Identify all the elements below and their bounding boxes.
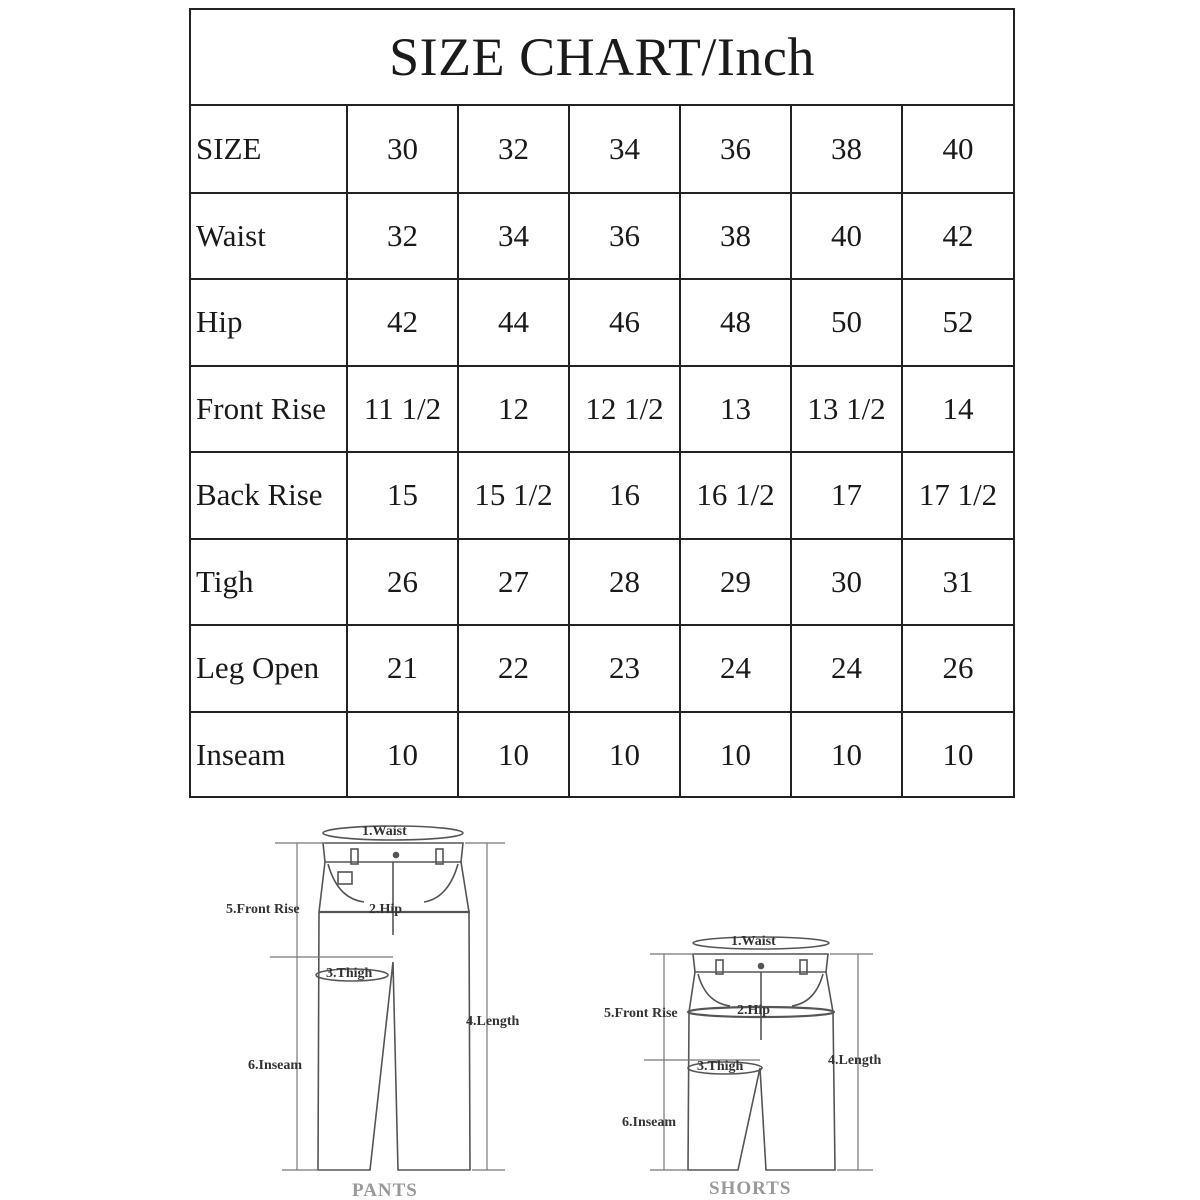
shorts-drawing — [688, 937, 835, 1170]
table-cell: 29 — [680, 539, 791, 626]
table-cell: 15 1/2 — [458, 452, 569, 539]
pants-thigh-label: 3.Thigh — [326, 966, 373, 981]
table-cell: 40 — [902, 106, 1013, 193]
shorts-inseam-label: 6.Inseam — [622, 1115, 677, 1130]
table-cell: 32 — [458, 106, 569, 193]
table-cell: 11 1/2 — [347, 366, 458, 453]
table-cell: 42 — [902, 193, 1013, 280]
table-cell: 38 — [791, 106, 902, 193]
table-cell: 10 — [791, 712, 902, 799]
table-cell: 16 — [569, 452, 680, 539]
table-cell: 10 — [458, 712, 569, 799]
table-cell: 10 — [569, 712, 680, 799]
pants-hip-label: 2.Hip — [369, 902, 403, 917]
table-cell: 13 1/2 — [791, 366, 902, 453]
shorts-front-rise-label: 5.Front Rise — [604, 1006, 678, 1021]
table-cell: 40 — [791, 193, 902, 280]
row-label: Back Rise — [191, 452, 347, 539]
table-cell: 13 — [680, 366, 791, 453]
table-cell: 10 — [680, 712, 791, 799]
table-cell: 24 — [680, 625, 791, 712]
shorts-caption: SHORTS — [709, 1178, 792, 1199]
row-label: Hip — [191, 279, 347, 366]
table-cell: 26 — [902, 625, 1013, 712]
chart-title: SIZE CHART/Inch — [191, 10, 1013, 106]
shorts-thigh-label: 3.Thigh — [697, 1059, 744, 1074]
shorts-hip-label: 2.Hip — [737, 1003, 771, 1018]
table-cell: 31 — [902, 539, 1013, 626]
row-label: Waist — [191, 193, 347, 280]
shorts-length-label: 4.Length — [828, 1053, 882, 1068]
table-cell: 14 — [902, 366, 1013, 453]
table-cell: 22 — [458, 625, 569, 712]
table-cell: 27 — [458, 539, 569, 626]
table-cell: 30 — [791, 539, 902, 626]
table-cell: 26 — [347, 539, 458, 626]
table-cell: 46 — [569, 279, 680, 366]
row-label: Front Rise — [191, 366, 347, 453]
table-cell: 38 — [680, 193, 791, 280]
table-cell: 36 — [680, 106, 791, 193]
table-cell: 12 — [458, 366, 569, 453]
table-cell: 34 — [458, 193, 569, 280]
table-cell: 28 — [569, 539, 680, 626]
table-cell: 24 — [791, 625, 902, 712]
shorts-waist-label: 1.Waist — [731, 934, 776, 949]
table-cell: 10 — [902, 712, 1013, 799]
table-cell: 16 1/2 — [680, 452, 791, 539]
table-cell: 36 — [569, 193, 680, 280]
pants-drawing — [316, 826, 470, 1170]
table-cell: 52 — [902, 279, 1013, 366]
table-cell: 30 — [347, 106, 458, 193]
table-cell: 50 — [791, 279, 902, 366]
table-cell: 42 — [347, 279, 458, 366]
table-cell: 17 1/2 — [902, 452, 1013, 539]
table-cell: 23 — [569, 625, 680, 712]
table-cell: 15 — [347, 452, 458, 539]
table-cell: 48 — [680, 279, 791, 366]
table-cell: 32 — [347, 193, 458, 280]
table-cell: 10 — [347, 712, 458, 799]
row-label: Inseam — [191, 712, 347, 799]
pants-waist-label: 1.Waist — [362, 824, 407, 839]
table-cell: 17 — [791, 452, 902, 539]
table-cell: 12 1/2 — [569, 366, 680, 453]
table-cell: 21 — [347, 625, 458, 712]
pants-front-rise-label: 5.Front Rise — [226, 902, 300, 917]
row-label: SIZE — [191, 106, 347, 193]
pants-caption: PANTS — [352, 1180, 418, 1200]
row-label: Tigh — [191, 539, 347, 626]
table-cell: 34 — [569, 106, 680, 193]
table-cell: 44 — [458, 279, 569, 366]
pants-length-label: 4.Length — [466, 1014, 520, 1029]
row-label: Leg Open — [191, 625, 347, 712]
pants-inseam-label: 6.Inseam — [248, 1058, 303, 1073]
